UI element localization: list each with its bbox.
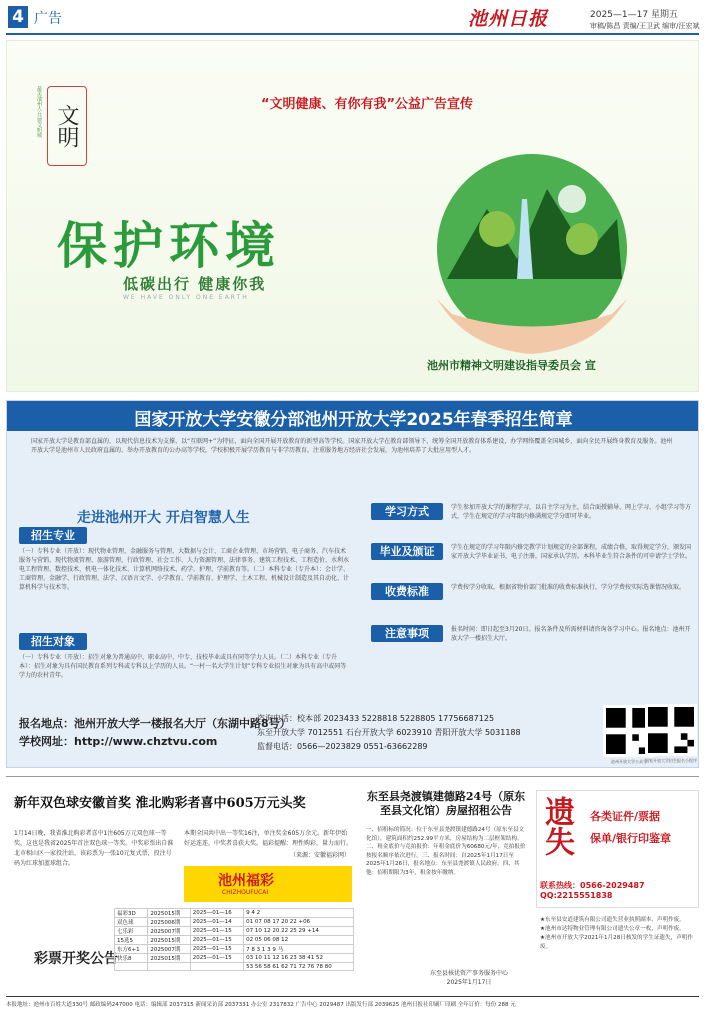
lost-service-1: 各类证件/票据 [590, 810, 661, 823]
lottery-row [115, 918, 354, 927]
contact-line-1: 咨询电话：校本部 2023433 5228818 5228805 17756687125 [257, 714, 495, 723]
rental-notice-title: 东至县尧渡镇建德路24号（原东至县文化馆）房屋招租公告 [366, 790, 526, 817]
lottery-cell: 2025—01—15 [190, 945, 243, 954]
lottery-cell: 2025015期 [148, 909, 190, 918]
qr-caption-2: 国家开放大学招生报名小程序 [645, 758, 697, 763]
lottery-cell: 东方6+1 [115, 945, 148, 954]
lottery-cell: 15选5 [115, 936, 148, 945]
lottery-cell: 双色球 [115, 918, 148, 927]
open-university-enrollment-ad [6, 400, 699, 768]
targets-text: （一）专科专业（开放）：招生对象为普通高中、职业高中、中专、技校毕业或具有同等学力人员。（二）本科专业（专升本）：招生对象为具有国民教育系列专科或专科以上学历的人员。“一村一名大学生计划”专科专业招生对象为具有高中或同等学力的农村青年。 [19, 654, 347, 679]
lottery-cell: 7 8 3 1 3 9 马 [244, 945, 354, 954]
majors-text: （一）专科专业（开放）：现代物业管理、金融服务与管理、大数据与会计、工商企业管理、市场营销、电子商务、汽车技术服务与营销、现代物流管理、旅游管理、行政管理、社会工作、人力资源管理、法律事务、建筑工程技术、工程造价、水利水电工程管理、数控技术、机电一体化技术、计算机网络技术、药学、护理、学前教育等。（二）本科专业（专升本）：会计学、工商管理、金融学、行政管理、法学、汉语言文学、小学教育、学前教育、护理学、土木工程、机械设计制造及其自动化、计算机科学与技术等。 [19, 548, 349, 591]
tree-right [566, 223, 598, 255]
lottery-cell: 2025006期 [148, 918, 190, 927]
rental-notice-body: 一、招租标的简况：位于东至县尧渡镇建德路24号（原东至县文化馆），建筑面积约252.99平方米，房屋结构为二层框架结构。二、租金底价与竞拍报价：年租金底价为60680元/年，竞拍报价按报名顺序依次进行。三、报名时间：自2025年1月17日至2025年1月26日，报名地点：东至县尧渡镇人民政府。四、其他：招租期限为3年，租金按年缴纳。 [366, 827, 526, 876]
lost-item: ★池州市开放大学2021年1月28日核发的学生证遗失，声明作废。 [540, 935, 693, 950]
contact-line-2: 东至开放大学 7012551 石台开放大学 6023910 青阳开放大学 5031188 [257, 728, 521, 737]
tag-targets: 招生对象 [19, 633, 87, 650]
notes-text: 报名时间：即日起至3月20日。报名条件及所需材料请咨询各学习中心。报名地点：池州开放大学一楼招生大厅。 [451, 626, 691, 642]
rental-notice-signature: 东至县核优资产事务服务中心 2025年1月17日 [430, 970, 509, 986]
lottery-cell: 2025—01—14 [190, 918, 243, 927]
lottery-cell: 53 56 58 61 62 71 72 76 78 80 [244, 963, 354, 971]
lost-notice-list [540, 916, 698, 952]
news-source: （来源：安徽福彩网） [290, 852, 351, 859]
tag-study: 学习方式 [371, 503, 443, 520]
header-divider [6, 33, 699, 35]
lottery-cell: 福彩3D [115, 909, 148, 918]
lottery-cell: 2025—01—15 [190, 936, 243, 945]
ad-main-title: 保护环境 [57, 216, 281, 275]
lottery-cell: 03 10 11 12 16 23 38 41 52 [244, 954, 354, 963]
lottery-brand: 池州福彩 [218, 873, 274, 889]
ad-english-line: WE HAVE ONLY ONE EARTH [123, 294, 249, 301]
tag-fees: 收费标准 [371, 583, 443, 600]
study-text: 学生参加开放大学的课程学习，以自主学习为主，结合面授辅导、网上学习、小组学习等方式，学生在规定的学习年限内修满规定学分即可毕业。 [451, 504, 691, 520]
lottery-brand-pinyin: CHIZHOUFUCAI [222, 889, 269, 896]
footer-divider [6, 996, 699, 997]
lottery-cell: 07 10 12 20 22 25 29 +14 [244, 927, 354, 936]
tree-left [479, 211, 515, 247]
lottery-cell [190, 963, 243, 971]
enrollment-intro: 国家开放大学是教育部直属的、以现代信息技术为支撑、以“互联网+”为特征，面向全国开展开放教育的新型高等学校。国家开放大学在教育部领导下，统筹全国开放教育体系建设，办学网络覆盖全国城乡，面向全民开展终身教育及服务。池州开放大学是池州市人民政府直属的、举办开放教育的公办高等学校，学校积极开展学历教育与非学历教育，注重服务地方经济社会发展，为池州培养了大批应用型人才。 [31, 438, 673, 454]
lost-notice-title: 遗失 [539, 796, 574, 856]
enrollment-address: 报名地点：池州开放大学一楼报名大厅（东湖中路8号） [19, 717, 291, 730]
tag-graduation: 毕业及颁证 [371, 543, 443, 560]
page-footer: 本报地址：池州市百姓大道330号 邮政编码247000 电话：编辑部 2037315 新闻采访部 2037331 办公室 2317832 广告中心 2029487 出版发行部 2039625 池州日报社印刷厂印刷 全年订价：每份 288 元 [6, 1002, 516, 1008]
page-header [0, 0, 705, 36]
lottery-announcement-heading: 彩票开奖公告 [34, 951, 118, 967]
tag-majors: 招生专业 [19, 527, 87, 544]
lottery-row [115, 945, 354, 954]
lottery-cell: 02 05 06 08 12 [244, 936, 354, 945]
page-number: 4 [8, 6, 28, 28]
earth-in-hands-illustration [407, 139, 657, 369]
lottery-cell: 2025007期 [148, 945, 190, 954]
lottery-cell: 01 07 08 17 20 22 +06 [244, 918, 354, 927]
editor-credits: 审稿/陈昌 责编/王卫武 编审/汪宏斌 [590, 22, 700, 30]
qr-caption-1: 池州开放大学公众号 [611, 759, 647, 764]
tag-notes: 注意事项 [371, 625, 443, 642]
qr-pattern-2 [648, 707, 694, 753]
lost-service-2: 保单/银行印鉴章 [590, 832, 672, 845]
stamp-note: 最美池州人·共建文明城 [36, 86, 42, 138]
lottery-cell: 9 4 2 [244, 909, 354, 918]
enrollment-title: 国家开放大学安徽分部池州开放大学2025年春季招生简章 [134, 410, 573, 430]
lottery-results-table [114, 908, 354, 971]
lottery-row [115, 963, 354, 971]
graduation-text: 学生在规定的学习年限内修完教学计划规定的全部课程，成绩合格，取得规定学分，颁发国家开放大学毕业证书，电子注册，国家承认学历。本科毕业生符合条件的可申请学士学位。 [451, 544, 691, 560]
enrollment-website[interactable]: 学校网址：http://www.chztvu.com [19, 735, 218, 748]
lottery-cell: 快乐8 [115, 954, 148, 963]
ad-slogan: “文明健康、有你有我”公益广告宣传 [260, 97, 474, 112]
lost-hotline: 联系热线：0566-2029487 QQ:2215551838 [540, 881, 645, 900]
ad-subtitle: 低碳出行 健康你我 [123, 275, 267, 293]
qr-code-2 [645, 704, 697, 756]
newspaper-masthead: 池州日报 [468, 8, 549, 30]
lost-item: ★池州市达特物业管理有限公司遗失公章一枚，声明作废。 [540, 926, 685, 932]
contact-line-3: 监督电话：0566—2023829 0551-63662289 [257, 742, 428, 751]
lottery-cell: 2025015期 [148, 954, 190, 963]
lost-item: ★东至县安道建筑有限公司遗失营业执照副本，声明作废。 [540, 917, 685, 923]
issue-date: 2025—1—17 星期五 [590, 10, 678, 20]
cloud [558, 185, 586, 213]
lottery-cell [115, 963, 148, 971]
lottery-cell: 七乐彩 [115, 927, 148, 936]
lottery-cell: 2025015期 [148, 936, 190, 945]
lottery-row [115, 954, 354, 963]
lottery-news-body: 1月14日晚，我省淮北购彩者喜中1注605万元双色球一等奖，这也是我省2025年首注双色球一等奖。中奖彩票出自淮北市相山区一家投注站，该彩票为一张10元复式票，投注号码为红球加蓝球组合。 [14, 830, 174, 867]
lottery-cell: 2025—01—16 [190, 909, 243, 918]
lottery-row [115, 909, 354, 918]
section-name: 广告 [34, 11, 62, 27]
lottery-row [115, 927, 354, 936]
civilization-stamp: 文明 [47, 86, 87, 166]
fees-text: 学费按学分收取，根据省物价部门批准的收费标准执行，学分学费按实际选课情况收取。 [451, 584, 686, 591]
environment-public-service-ad [6, 40, 699, 392]
lottery-cell: 2025007期 [148, 927, 190, 936]
lottery-row [115, 936, 354, 945]
ad-organization: 池州市精神文明建设指导委员会 宣 [427, 359, 596, 372]
lottery-cell: 2025—01—15 [190, 927, 243, 936]
enrollment-motto: 走进池州开大 开启智慧人生 [77, 510, 250, 526]
lottery-news-title: 新年双色球安徽首奖 淮北购彩者喜中605万元头奖 [14, 796, 306, 811]
lottery-cell: 2025—01—15 [190, 954, 243, 963]
lottery-news-body-2: 本期全国共中出一等奖16注，单注奖金605万余元。新年伊始好运连连，中奖者喜获大奖。福彩提醒：理性购彩，量力而行。 [184, 830, 353, 847]
lottery-cell [148, 963, 190, 971]
section-divider [6, 776, 699, 777]
